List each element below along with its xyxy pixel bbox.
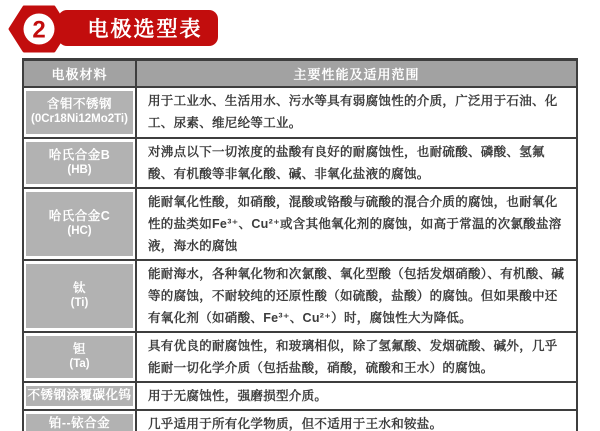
material-cell [23,410,136,431]
material-box [26,336,133,378]
table-header-row [23,60,577,87]
column-header-performance: 主要性能及适用范围 [136,60,577,87]
table-row [23,382,577,410]
material-box [26,142,133,184]
material-cell [23,138,136,188]
description-cell: 具有优良的耐腐蚀性，和玻璃相似，除了氢氟酸、发烟硫酸、碱外，几乎能耐一切化学介质（包括盐酸，硝酸，硫酸和王水）的腐蚀。 [136,332,577,382]
material-grade: (HC) [67,224,92,237]
material-box [26,91,133,134]
section-title-banner [58,10,218,46]
material-name: 钽 [72,341,86,356]
badge-number: 2 [32,16,46,44]
column-header-material: 电极材料 [23,60,136,87]
material-cell [23,332,136,382]
material-box [26,192,133,256]
description-cell: 几乎适用于所有化学物质，但不适用于王水和铵盐。 [136,410,577,431]
page-title: 电极选型表 [87,18,203,41]
table-row [23,87,577,138]
electrode-selection-table [22,58,578,431]
description-cell: 用于无腐蚀性，强磨损型介质。 [136,382,577,410]
table-row [23,332,577,382]
description-cell: 能耐氧化性酸，如硝酸，混酸或铬酸与硫酸的混合介质的腐蚀，也耐氧化性的盐类如Fe³⁺、Cu²⁺或含其他氧化剂的腐蚀，如高于常温的次氯酸盐溶液，海水的腐蚀 [136,188,577,260]
title-area [0,0,600,58]
description-cell: 能耐海水，各种氧化物和次氯酸、氧化型酸（包括发烟硝酸）、有机酸、碱等的腐蚀，不耐较纯的还原性酸（如硫酸，盐酸）的腐蚀。但如果酸中还有氧化剂（如硝酸、Fe³⁺、Cu²⁺）时，腐蚀性大为降低。 [136,260,577,332]
material-grade: (0Cr18Ni12Mo2Ti) [31,113,128,125]
section-number-badge [8,5,70,53]
material-grade: (Ti) [70,296,89,309]
material-cell [23,260,136,332]
material-name: 含钼不锈钢 [46,97,112,111]
material-name: 哈氏合金C [48,208,111,223]
table-row [23,410,577,431]
material-box [26,414,133,431]
description-cell: 用于工业水、生活用水、污水等具有弱腐蚀性的介质，广泛用于石油、化工、尿素、维尼纶等工业。 [136,87,577,138]
material-box [26,264,133,328]
material-name: 钛 [72,280,86,295]
table-row [23,260,577,332]
material-name: 哈氏合金B [48,147,111,162]
material-grade: (HB) [67,163,92,176]
material-cell [23,188,136,260]
material-cell [23,87,136,138]
table-row [23,188,577,260]
material-grade: (Ta) [69,357,90,370]
material-cell [23,382,136,410]
material-name: 不锈钢涂覆碳化钨 [27,388,132,402]
table-row [23,138,577,188]
description-cell: 对沸点以下一切浓度的盐酸有良好的耐腐蚀性，也耐硫酸、磷酸、氢氟酸、有机酸等非氧化酸、碱、非氧化盐液的腐蚀。 [136,138,577,188]
material-box [26,386,133,406]
material-name: 铂--铱合金 [48,416,111,430]
